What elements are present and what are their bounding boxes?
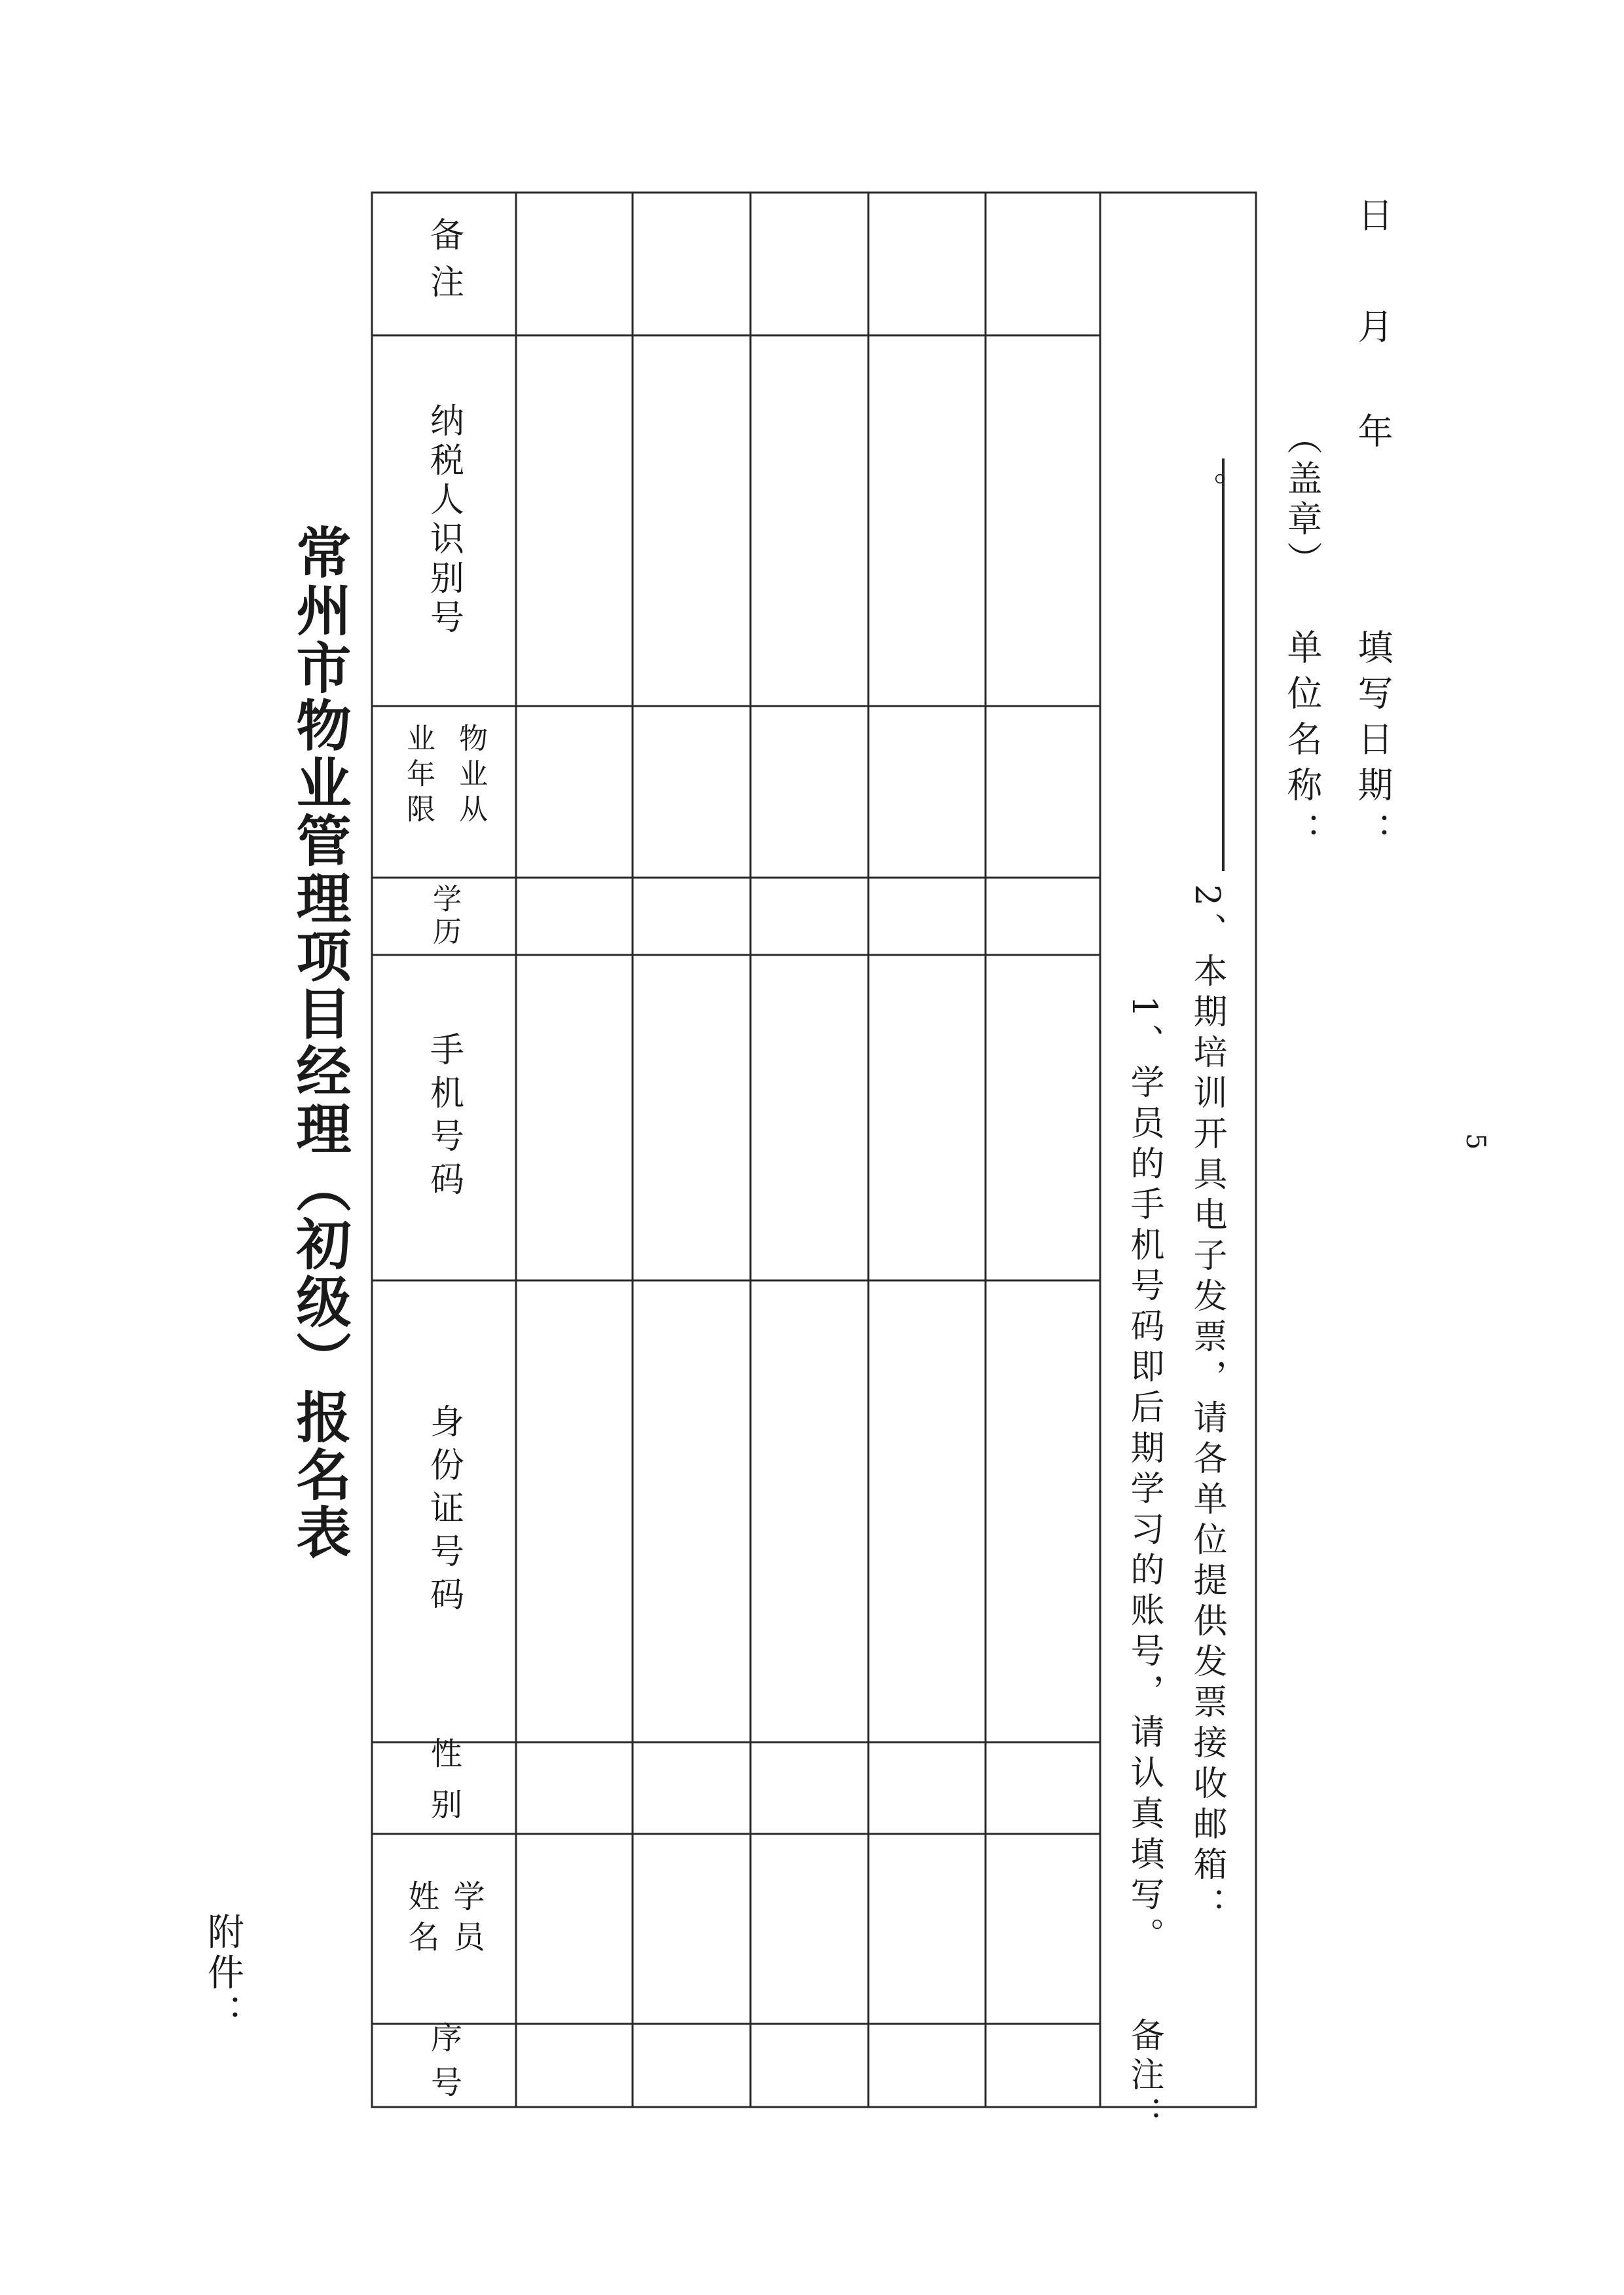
header-cell-index [372,2021,516,2110]
table-row[interactable] [868,193,986,2107]
header-cell-gender [372,1737,516,1839]
header-student-name: 学员姓名 [403,1880,485,1961]
header-index: 序号 [425,2021,462,2110]
form-title: 常州市物业管理项目经理（初级）报名表 [287,524,352,1561]
header-cell-education [372,878,516,955]
table-row[interactable] [633,193,750,2107]
header-gender: 性别 [425,1737,462,1839]
header-cell-years [372,706,516,878]
header-taxpayer-id: 纳税人识别号 [424,403,464,639]
fill-date-label: 填写日期： [1352,629,1393,858]
notes-prefix: 备注： [1124,2017,1164,2135]
header-cell-id [372,1280,516,1742]
email-input-line[interactable] [1222,458,1225,871]
header-cell-name [372,1834,516,2024]
table-row[interactable] [986,193,1100,2107]
header-remark: 备注 [424,217,464,311]
header-education: 学历 [428,884,461,949]
year-label: 年 [1352,413,1393,448]
seal-label: （盖章） [1282,419,1323,582]
table-row[interactable] [516,193,633,2107]
page-number: 5 [1460,1133,1490,1150]
header-cell-phone [372,955,516,1280]
day-label: 日 [1352,196,1393,232]
attachment-label: 附件： [202,1912,244,2034]
month-label: 月 [1352,308,1393,343]
table-row[interactable] [750,193,868,2107]
note-line-2-end: 。 [1187,472,1227,506]
header-phone-number: 手机号码 [424,1031,464,1204]
header-id-number: 身份证号码 [424,1403,464,1620]
note-line-2: 2、本期培训开具电子发票，请各单位提供发票接收邮箱： [1187,884,1227,1928]
header-cell-remark [372,193,516,335]
header-years-in-industry: 物业从业年限 [401,723,487,829]
unit-name-label: 单位名称： [1282,629,1323,858]
note-line-1: 1、学员的手机号码即后期学习的账号，请认真填写。 [1124,996,1164,1958]
header-cell-taxpayer [372,335,516,706]
